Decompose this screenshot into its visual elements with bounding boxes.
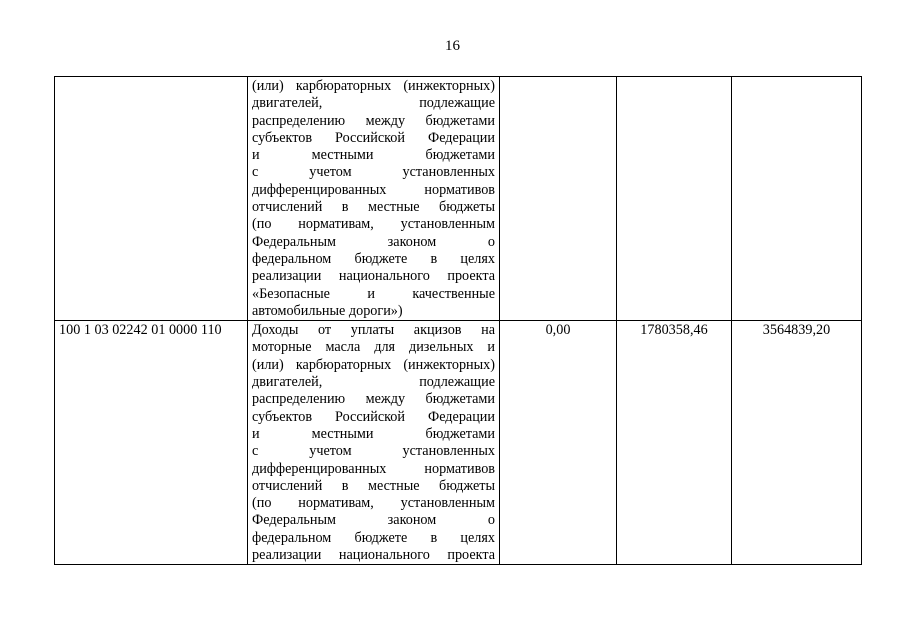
income-name-line: «Безопасные и качественные xyxy=(252,285,495,302)
income-name-line: и местными бюджетами xyxy=(252,425,495,442)
income-name-line: с учетом установленных xyxy=(252,164,495,181)
income-name-line: двигателей, подлежащие xyxy=(252,95,495,112)
income-name-line: дифференцированных нормативов xyxy=(252,181,495,198)
amount-cell-3 xyxy=(732,77,862,321)
income-name-line: (или) карбюраторных (инжекторных) xyxy=(252,356,495,373)
budget-table xyxy=(54,76,862,565)
income-name-line: реализации национального проекта xyxy=(252,268,495,285)
income-name-line: федеральном бюджете в целях xyxy=(252,250,495,267)
table-body xyxy=(55,77,862,565)
table-row xyxy=(55,77,862,321)
income-name-line: распределению между бюджетами xyxy=(252,391,495,408)
income-name-line: (или) карбюраторных (инжекторных) xyxy=(252,78,495,94)
income-name-line: отчислений в местные бюджеты xyxy=(252,199,495,216)
amount-cell-1 xyxy=(500,77,617,321)
income-name-line: Доходы от уплаты акцизов на xyxy=(252,322,495,339)
amount-cell-2 xyxy=(617,77,732,321)
income-name-line: моторные масла для дизельных и xyxy=(252,339,495,356)
budget-code-cell xyxy=(55,77,248,321)
income-name-line: (по нормативам, установленным xyxy=(252,216,495,233)
income-name-line: и местными бюджетами xyxy=(252,147,495,164)
budget-code-cell: 100 1 03 02242 01 0000 110 xyxy=(55,321,248,565)
income-name-line: (по нормативам, установленным xyxy=(252,495,495,512)
income-name-line: с учетом установленных xyxy=(252,443,495,460)
amount-cell-1: 0,00 xyxy=(500,321,617,565)
income-name-line: федеральном бюджете в целях xyxy=(252,529,495,546)
income-name-line: автомобильные дороги») xyxy=(252,302,403,319)
amount-cell-3: 3564839,20 xyxy=(732,321,862,565)
income-name-line: Федеральным законом о xyxy=(252,512,495,529)
income-name-line: двигателей, подлежащие xyxy=(252,374,495,391)
page-number: 16 xyxy=(445,38,460,54)
income-name-line: субъектов Российской Федерации xyxy=(252,129,495,146)
income-name-line: отчислений в местные бюджеты xyxy=(252,477,495,494)
income-name-line: распределению между бюджетами xyxy=(252,112,495,129)
table-row xyxy=(55,321,862,565)
amount-cell-2: 1780358,46 xyxy=(617,321,732,565)
income-name-line: реализации национального проекта xyxy=(252,547,495,564)
income-name-cell xyxy=(248,77,500,321)
income-name-cell xyxy=(248,321,500,565)
income-name-line: субъектов Российской Федерации xyxy=(252,408,495,425)
income-name-line: Федеральным законом о xyxy=(252,233,495,250)
income-name-line: дифференцированных нормативов xyxy=(252,460,495,477)
